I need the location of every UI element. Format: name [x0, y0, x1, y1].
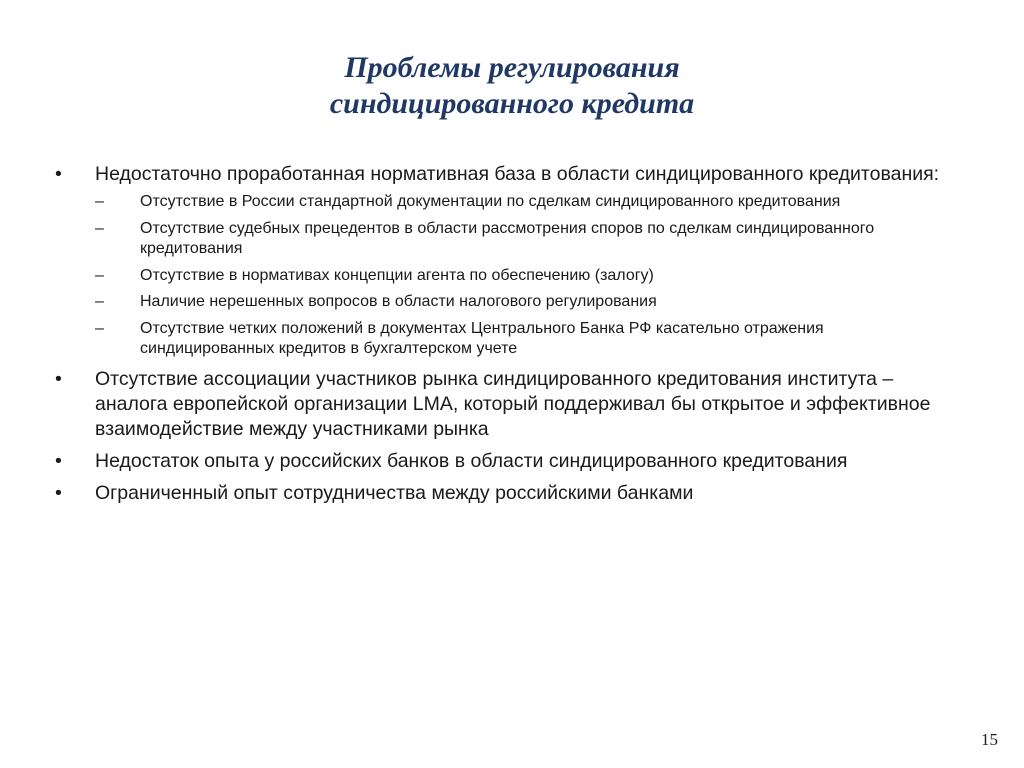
bullet-item — [55, 449, 955, 474]
slide-title — [0, 50, 1024, 122]
bullet-text: Недостаточно проработанная нормативная база в области синдицированного кредитования: — [95, 163, 940, 185]
bullet-item — [55, 481, 955, 506]
sub-marker: – — [95, 193, 104, 210]
bullet-item — [55, 367, 955, 442]
bullet-list — [55, 162, 955, 513]
sub-item — [95, 192, 955, 213]
page-number: 15 — [981, 730, 998, 749]
bullet-text: Отсутствие ассоциации участников рынка синдицированного кредитования института – аналога европейской организации LMA, который поддерживал бы открытое и эффективное взаимодействие между участниками рынка — [95, 367, 931, 440]
sub-item-text: Отсутствие в России стандартной документации по сделкам синдицированного кредитования — [140, 193, 841, 210]
sub-marker: – — [95, 219, 104, 237]
bullet-marker: • — [55, 367, 62, 390]
sub-marker: – — [95, 319, 104, 337]
sub-item — [95, 266, 955, 287]
sub-list — [95, 192, 955, 360]
sub-marker: – — [95, 266, 104, 284]
sub-item — [95, 219, 955, 260]
slide-title-line-2: синдицированного кредита — [329, 87, 695, 120]
bullet-text: Ограниченный опыт сотрудничества между российскими банками — [95, 481, 694, 504]
bullet-marker: • — [55, 163, 62, 185]
bullet-item — [55, 162, 955, 360]
bullet-text: Недостаток опыта у российских банков в области синдицированного кредитования — [95, 449, 848, 472]
slide-title-line-1: Проблемы регулирования — [344, 51, 680, 84]
sub-marker: – — [95, 293, 104, 310]
sub-item-text: Отсутствие в нормативах концепции агента по обеспечению (залогу) — [140, 266, 654, 284]
sub-item-text: Наличие нерешенных вопросов в области налогового регулирования — [140, 293, 657, 310]
sub-item-text: Отсутствие судебных прецедентов в области рассмотрения споров по сделкам синдицированного кредитования — [140, 219, 875, 257]
sub-item — [95, 292, 955, 313]
bullet-marker: • — [55, 481, 62, 504]
sub-item-text: Отсутствие четких положений в документах Центрального Банка РФ касательно отражения синдицированных кредитов в бухгалтерском учете — [140, 319, 824, 357]
bullet-marker: • — [55, 449, 62, 472]
sub-item — [95, 319, 955, 360]
